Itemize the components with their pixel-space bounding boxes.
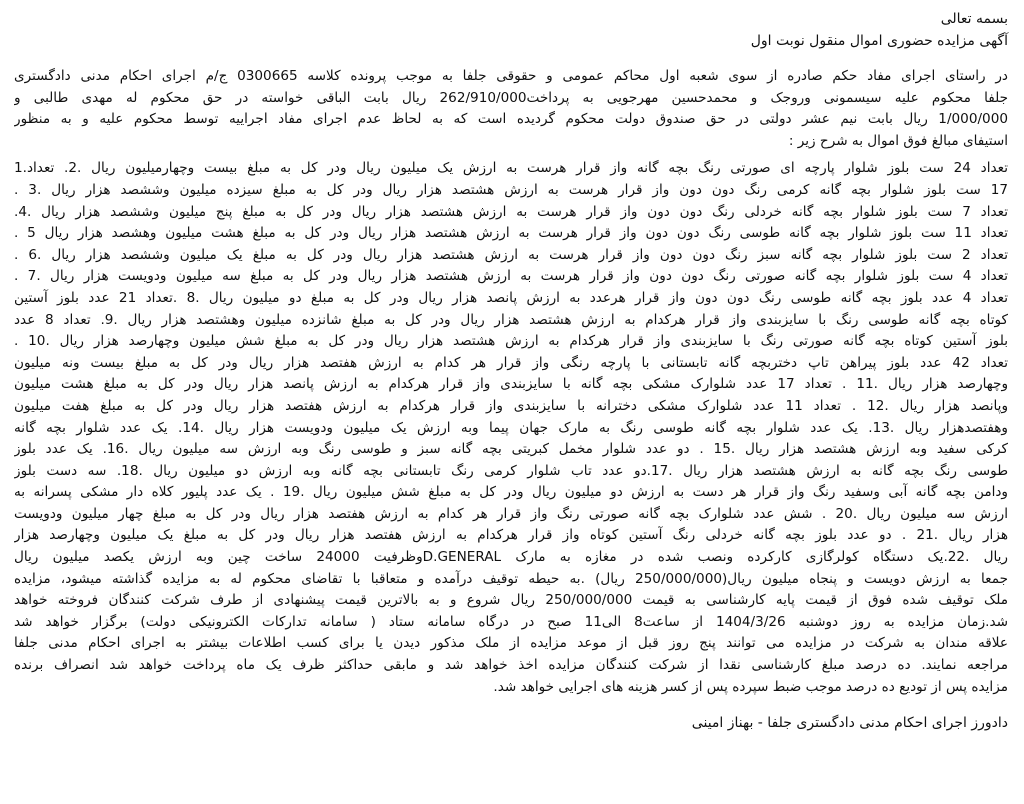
body-line: تعداد 4 عدد بلوز بچه گانه طوسی رنگ دون دون واز قرار هرعدد به ارزش پانصد هزار ریال ودر کل به مبلغ دو میلیون ریال .8 .تعداد 21 عدد بلوز آستین: [14, 289, 1008, 306]
body-line: تعداد 4 ست بلوز شلوار بچه گانه صورتی رنگ دون دون واز قرار هرست به ارزش هشتصد هزار ریال ودر کل به مبلغ سه میلیون ودویست هزار ریال .7 .: [14, 268, 1008, 285]
body-line: کوتاه بچه گانه طوسی رنگ با سایزبندی واز قرار هرکدام به ارزش هشتصد هزار ریال ودر کل به مبلغ شانزده میلیون وهشتصد هزار ریال .9. تعداد 8 عدد: [14, 311, 1008, 328]
body-line: تعداد 2 ست بلوز شلوار بچه گانه سبز رنگ دون دون واز قرار هرست به ارزش هشتصد هزار ریال ودر کل به مبلغ یک میلیون وششصد هزار ریال .6 .: [14, 246, 1008, 263]
intro-line: 1/000/000 ریال بابت نیم عشر دولتی در حق صندوق دولت محکوم گردیده است که به لحاظ عدم اجرای مفاد اجراییه توسط محکوم علیه و به منظور: [14, 111, 1008, 128]
body-line: مزایده پس از تودیع ده درصد موجب ضبط سپرده پس از کسر هزینه های اجرایی خواهد شد.: [493, 678, 1008, 695]
intro-line: جلفا محکوم علیه سیسمونی وروجک و محمدحسین مهرجویی به پرداخت262/910/000 ریال بابت الباقی خواسته در حق محکوم له مهدی طالبی و: [14, 89, 1008, 106]
body-line: وپانصد هزار ریال .12 . تعداد 11 عدد شلوارک مشکی دخترانه با سایزبندی واز قرار هرکدام به ارزش هفتصد هزار ریال ودر کل به مبلغ هفت میلیون: [14, 397, 1008, 414]
body-line: جمعا به ارزش دویست و پنجاه میلیون ریال(250/000/000 ریال) .به حیطه توقیف درآمده و متعاقبا با تقاضای محکوم له به مزایده گذاشته میشود، مزایده: [14, 570, 1008, 587]
intro-line: استیفای مبالغ فوق اموال به شرح زیر :: [788, 132, 1008, 149]
basmala-heading: بسمه تعالی: [940, 11, 1008, 27]
body-line: تعداد 24 ست بلوز شلوار پارچه ای صورتی رنگ بچه گانه واز قرار هرست به ارزش یک میلیون ریال ودر کل به مبلغ بیست وچهارمیلیون ریال .2. تعداد.1: [14, 160, 1008, 177]
body-line: تعداد 42 عدد بلوز پیراهن تاپ دختربچه گانه تابستانی با پارچه رنگی واز قرار هر کدام به ارزش هفتصد هزار ریال ودر کل به مبلغ بیست ونه میلیون: [14, 354, 1008, 371]
body-line: مراجعه نمایند. ده درصد مبلغ کارشناسی نقدا از شرکت کنندگان مزایده اخذ خواهد شد و مابقی حداکثر ظرف یک ماه پرداخت خواهد شد انصراف برنده: [14, 657, 1008, 674]
body-line: طوسی رنگ بچه گانه به ارزش هشتصد هزار ریال .17.دو عدد تاب شلوار کرمی رنگ تابستانی بچه گانه وبه ارزش دو میلیون ریال .18. سه دست بلوز: [14, 462, 1008, 479]
body-line: هزار ریال .21 . دو عدد بلوز بچه گانه خردلی رنگ آستین کوتاه واز قرار هرکدام به ارزش هفتصد هزار ریال ودر کل به مبلغ یک میلیون وچهارصد هزار: [14, 527, 1008, 544]
body-line: شد.زمان مزایده به روز دوشنبه 1404/3/26 از ساعت8 الی11 صبح در درگاه سامانه ستاد ( سامانه تدارکات الکترونیکی دولت) برگزار خواهد شد: [14, 613, 1008, 630]
body-line: ریال .22.یک دستگاه کولرگازی کارکرده ونصب شده در مغازه به مارک D.GENERALوظرفیت 24000 ساخت چین وبه ارزش یکصد میلیون ریال: [14, 549, 1008, 566]
body-line: وهفتصدهزار ریال .13. یک عدد شلوار بچه گانه طوسی رنگ به مارک جهان پیما وبه ارزش یک میلیون ودویست هزار ریال .14. یک عدد شلوار بچه گانه: [14, 419, 1008, 436]
intro-line: در راستای اجرای مفاد حکم صادره از سوی شعبه اول محاکم عمومی و حقوقی جلفا به موجب پرونده کلاسه 0300665 ج/م اجرای احکام مدنی دادگستری: [14, 68, 1008, 84]
items-paragraph: [14, 158, 1008, 698]
body-line: ودامن بچه گانه آبی وسفید رنگ واز قرار هر دست به ارزش دو میلیون ریال ودر کل به مبلغ شش میلیون ریال .19 . یک عدد پلیور کلاه دار مشکی پسرانه به: [14, 484, 1008, 501]
intro-paragraph: [14, 66, 1008, 152]
body-line: ارزش سه میلیون ریال .20 . شش عدد شلوارک بچه گانه صورتی رنگ واز قرار هر کدام به ارزش هفتصد هزار ریال ودر کل به مبلغ چهار میلیون ودویست: [14, 505, 1008, 522]
body-line: تعداد 7 ست بلوز شلوار بچه گانه خردلی رنگ دون دون واز قرار هرست به ارزش هشتصد هزار ریال ودر کل به مبلغ پنج میلیون وششصد هزار ریال .4.: [14, 203, 1008, 220]
body-line: علاقه مندان به شرکت در مزایده می توانند پنج روز قبل از موعد مزایده از ملک مذکور دیدن یا برای کسب اطلاعات بیشتر به اجرای احکام مدنی جلفا: [14, 635, 1008, 652]
notice-title: آگهی مزایده حضوری اموال منقول نوبت اول: [750, 33, 1008, 49]
body-line: بلوز آستین کوتاه بچه گانه صورتی رنگ با سایزبندی واز قرار هرکدام به ارزش هشتصد هزار ریال ودر کل به مبلغ شش میلیون وچهارصد هزار ریال .10 .: [14, 333, 1008, 350]
body-line: ملک توقیف شده فوق از قیمت پایه کارشناسی به قیمت 250/000/000 ریال شروع و به بالاترین قیمت پیشنهادی از طرف شرکت کنندگان فروخته خواهد: [14, 592, 1008, 609]
body-line: وچهارصد هزار ریال .11 . تعداد 17 عدد شلوارک مشکی بچه گانه با سایزبندی واز قرار هرکدام به ارزش پانصد هزار ریال ودر کل به مبلغ هشت میلیون: [14, 376, 1008, 393]
signature-line: دادورز اجرای احکام مدنی دادگستری جلفا - بهناز امینی: [691, 715, 1008, 732]
body-line: 17 ست بلوز شلوار بچه گانه کرمی رنگ دون دون واز قرار هرست به ارزش هشتصد هزار ریال ودر کل به مبلغ سیزده میلیون وششصد هزار ریال .3 .: [14, 181, 1008, 198]
body-line: تعداد 11 ست بلوز شلوار بچه گانه طوسی رنگ دون دون واز قرار هرست به ارزش هشتصد هزار ریال ودر کل به مبلغ هشت میلیون وهشصد هزار ریال 5 .: [14, 225, 1008, 242]
body-line: کرکی سفید وبه ارزش هشتصد هزار ریال .15 . دو عدد شلوار مخمل کبریتی بچه گانه سبز و طوسی رنگ وبه ارزش سه میلیون ریال .16. یک عدد بلوز: [14, 441, 1008, 458]
